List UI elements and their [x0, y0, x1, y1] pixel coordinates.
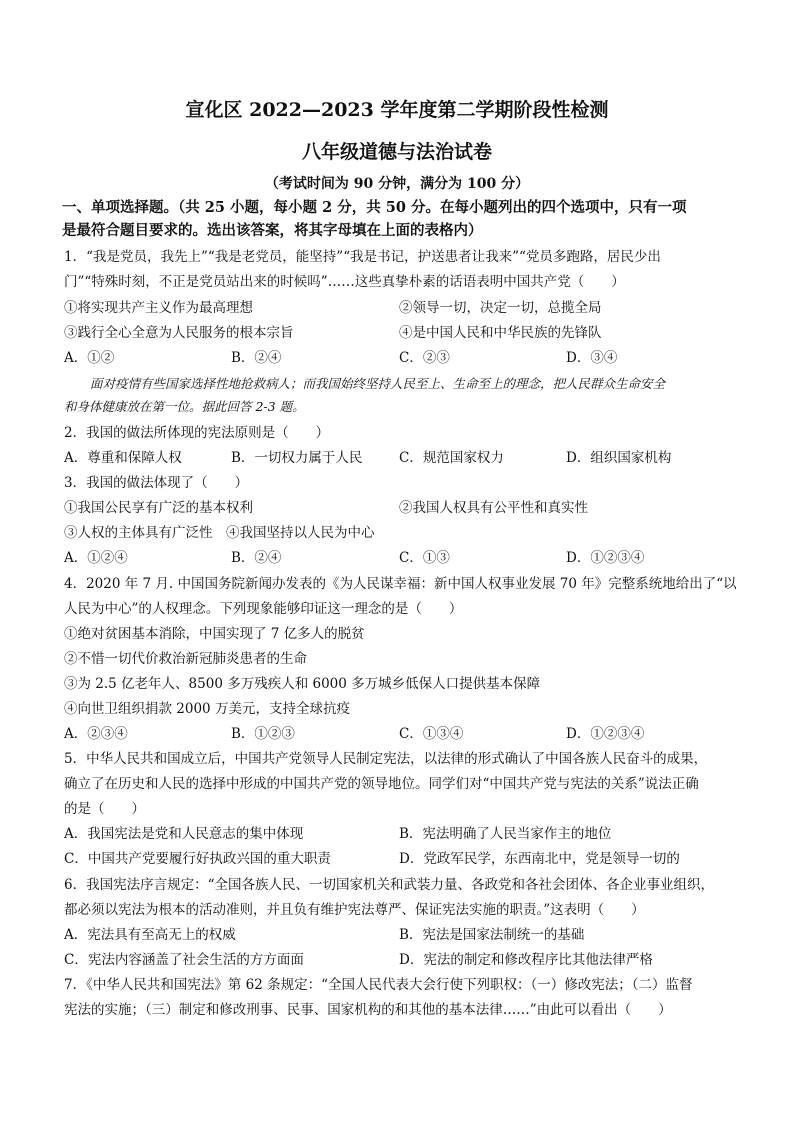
q4-statement-1: ①绝对贫困基本消除，中国实现了 7 亿多人的脱贫 — [64, 626, 365, 642]
q6-stem-line2: 都必须以宪法为根本的活动准则，并且负有维护宪法尊严、保证宪法实施的职责。”这表明（ ） — [64, 902, 645, 918]
q3-option-d: D．①②③④ — [566, 550, 645, 566]
exam-info: （考试时间为 90 分钟，满分为 100 分） — [264, 176, 530, 192]
q1-option-c: C．②③ — [399, 350, 450, 366]
q5-option-c: C．中国共产党要履行好执政兴国的重大职责 — [64, 851, 331, 867]
q3-statement-3-4: ③人权的主体具有广泛性 ④我国坚持以人民为中心 — [64, 525, 375, 541]
q2-option-a: A．尊重和保障人权 — [64, 450, 182, 466]
q4-option-b: B．①②③ — [231, 726, 295, 742]
q2-option-c: C．规范国家权力 — [399, 450, 504, 466]
q1-statement-4: ④是中国人民和中华民族的先锋队 — [399, 325, 602, 341]
q3-statement-2: ②我国人权具有公平性和真实性 — [399, 500, 588, 516]
q6-option-b: B．宪法是国家法制统一的基础 — [399, 927, 585, 943]
q1-option-a: A．①② — [64, 350, 115, 366]
q5-stem-line1: 5．中华人民共和国成立后，中国共产党领导人民制定宪法，以法律的形式确认了中国各族人民奋斗的成果， — [64, 751, 708, 767]
q1-stem-line1: 1．“我是党员，我先上”“我是老党员，能坚持”“我是书记，护送患者让我来”“党员多跑路，居民少出 — [64, 249, 661, 265]
q1-statement-1: ①将实现共产主义作为最高理想 — [64, 300, 253, 316]
q1-stem-line2: 门”“特殊时刻，不正是党员站出来的时候吗”……这些真挚朴素的话语表明中国共产党（ ） — [64, 274, 625, 290]
q6-option-d: D．宪法的制定和修改程序比其他法律严格 — [399, 952, 653, 968]
section-instructions-line2: 是最符合题目要求的。选出该答案，将其字母填在上面的表格内） — [62, 222, 483, 239]
q6-stem-line1: 6．我国宪法序言规定：“全国各族人民、一切国家机关和武装力量、各政党和各社会团体、各企业事业组织， — [64, 877, 714, 893]
q5-option-d: D．党政军民学，东西南北中，党是领导一切的 — [399, 851, 680, 867]
q1-option-b: B．②④ — [231, 350, 282, 366]
exam-subtitle: 八年级道德与法治试卷 — [301, 141, 492, 163]
q1-statement-2: ②领导一切，决定一切，总揽全局 — [399, 300, 602, 316]
q4-statement-4: ④向世卫组织捐款 2000 万美元，支持全球抗疫 — [64, 701, 350, 717]
q4-option-d: D．①②③④ — [566, 726, 645, 742]
q6-option-c: C．宪法内容涵盖了社会生活的方方面面 — [64, 952, 304, 968]
q6-option-a: A．宪法具有至高无上的权威 — [64, 927, 236, 943]
q5-stem-line2: 确立了在历史和人民的选择中形成的中国共产党的领导地位。同学们对“中国共产党与宪法的关系”说法正确 — [64, 776, 699, 792]
q3-option-c: C．①③ — [399, 550, 450, 566]
q4-stem-line2: 人民为中心”的人权理念。下列现象能够印证这一理念的是（ ） — [64, 601, 463, 617]
q3-statement-1: ①我国公民享有广泛的基本权利 — [64, 500, 253, 516]
q5-option-a: A．我国宪法是党和人民意志的集中体现 — [64, 826, 304, 842]
q1-statement-3: ③践行全心全意为人民服务的根本宗旨 — [64, 325, 294, 341]
q5-option-b: B．宪法明确了人民当家作主的地位 — [399, 826, 612, 842]
q4-option-a: A．②③④ — [64, 726, 128, 742]
section-instructions-line1: 一、单项选择题。（共 25 小题，每小题 2 分，共 50 分。在每小题列出的四个选项中，只有一项 — [62, 199, 687, 216]
q3-option-a: A．①②④ — [64, 550, 128, 566]
material-line1: 面对疫情有些国家选择性地抢救病人；而我国始终坚持人民至上、生命至上的理念，把人民群众生命安全 — [90, 376, 666, 391]
q7-stem-line2: 宪法的实施；（三）制定和修改刑事、民事、国家机构的和其他的基本法律……”由此可以看出（ ） — [64, 1002, 672, 1018]
q2-option-b: B．一切权力属于人民 — [231, 450, 363, 466]
q4-statement-2: ②不惜一切代价救治新冠肺炎患者的生命 — [64, 651, 307, 667]
q4-option-c: C．①③④ — [399, 726, 464, 742]
q2-stem: 2．我国的做法所体现的宪法原则是（ ） — [64, 425, 330, 441]
q4-stem-line1: 4．2020 年 7 月. 中国国务院新闻办发表的《为人民谋幸福：新中国人权事业发展 70 年》完整系统地给出了“以 — [64, 576, 737, 592]
q3-option-b: B．②④ — [231, 550, 282, 566]
q2-option-d: D．组织国家机构 — [566, 450, 672, 466]
q5-stem-line3: 的是（ ） — [64, 801, 145, 817]
q3-stem: 3．我国的做法体现了（ ） — [64, 475, 249, 491]
material-line2: 和身体健康放在第一位。据此回答 2-3 题。 — [64, 399, 305, 414]
q4-statement-3: ③为 2.5 亿老年人、8500 多万残疾人和 6000 多万城乡低保人口提供基本保障 — [64, 676, 541, 692]
q7-stem-line1: 7．《中华人民共和国宪法》第 62 条规定：“全国人民代表大会行使下列职权：（一）修改宪法；（二）监督 — [64, 977, 693, 993]
exam-title: 宣化区 2022—2023 学年度第二学期阶段性检测 — [185, 99, 609, 121]
q1-option-d: D．③④ — [566, 350, 618, 366]
